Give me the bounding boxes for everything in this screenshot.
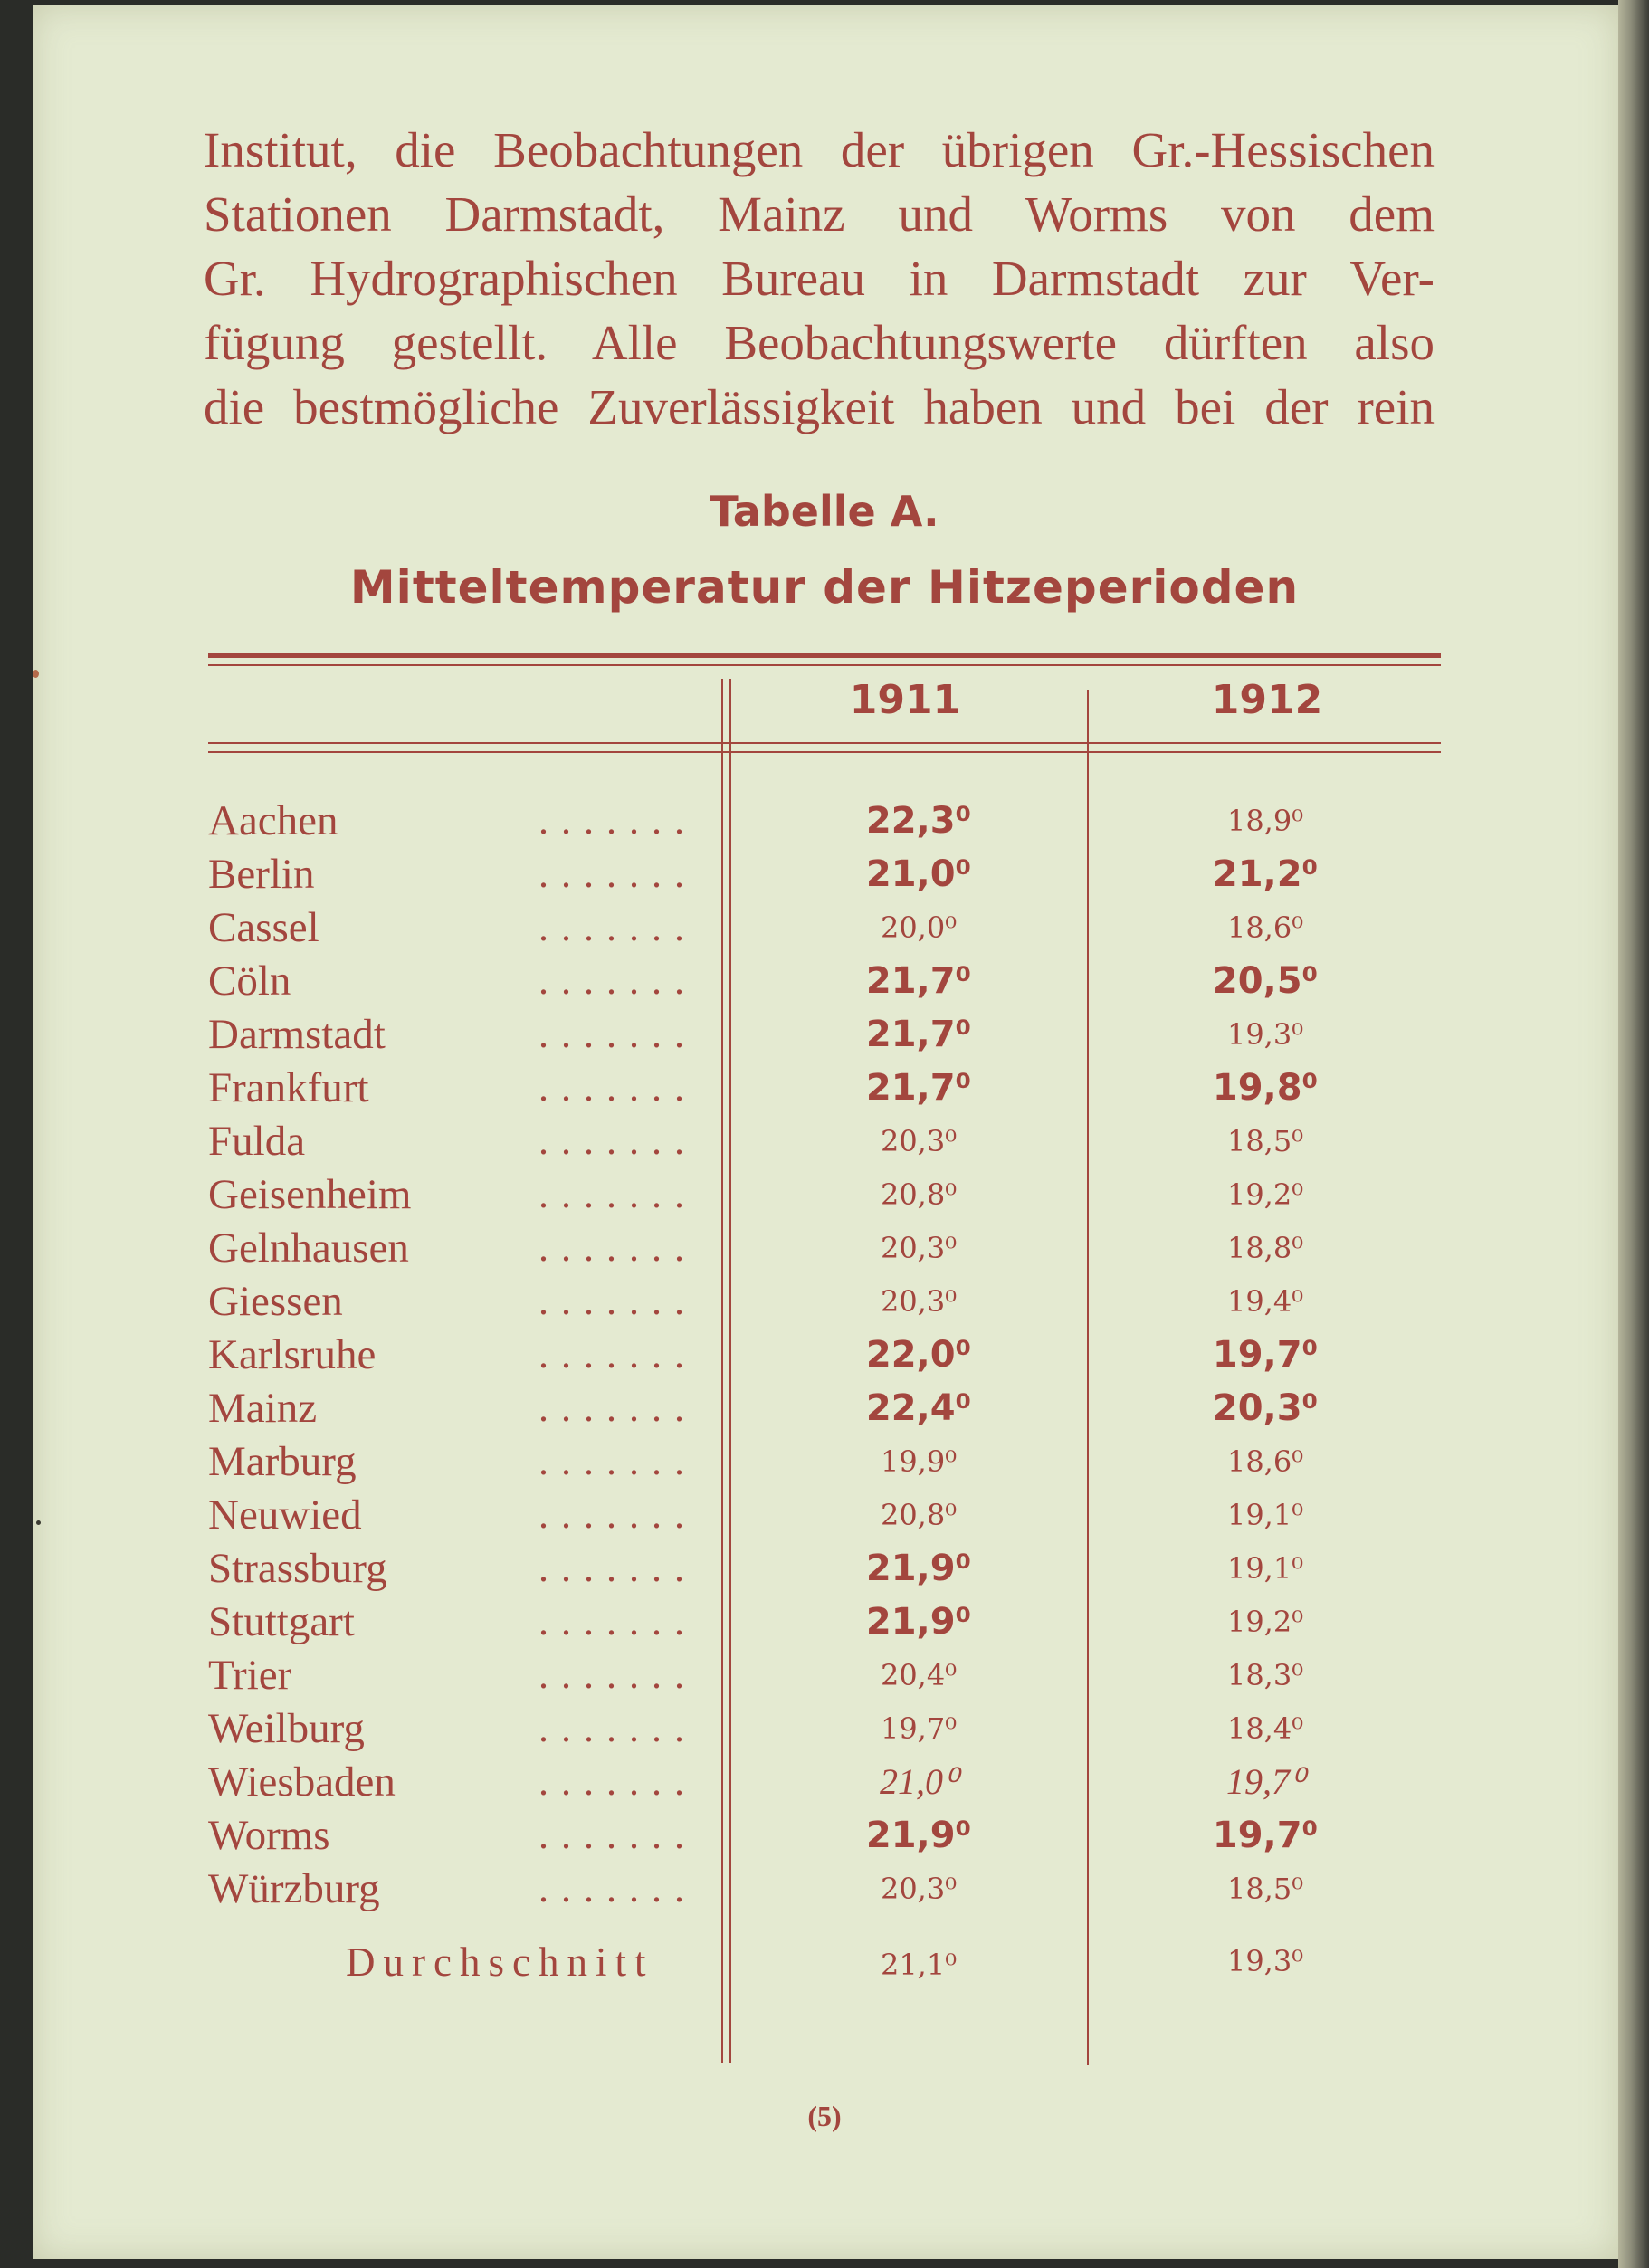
leader-dots: .......: [539, 852, 697, 896]
value-1911: 22,4⁰: [865, 1387, 972, 1429]
value-1911: 20,3⁰: [880, 1284, 958, 1319]
city-name: Frankfurt: [208, 1064, 369, 1111]
header-bottom-rule: [208, 742, 1441, 744]
table-row: [0, 955, 1649, 1007]
city-name: Mainz: [208, 1385, 318, 1432]
city-name: Geisenheim: [208, 1171, 412, 1218]
city-name: Worms: [208, 1812, 330, 1859]
value-1912: 21,2⁰: [1212, 853, 1319, 895]
table-top-rule: [208, 653, 1441, 658]
intro-line: fügung gestellt. Alle Beobachtungswerte dürften also: [204, 315, 1435, 370]
table-row: [0, 1222, 1649, 1274]
city-name: Trier: [208, 1652, 292, 1699]
leader-dots: .......: [539, 798, 697, 843]
city-name: Stuttgart: [208, 1598, 355, 1645]
leader-dots: .......: [539, 958, 697, 1003]
column-header-1911: 1911: [849, 677, 961, 723]
value-1911: 20,8⁰: [880, 1498, 958, 1532]
table-row: [0, 795, 1649, 847]
leader-dots: .......: [539, 1866, 697, 1911]
city-name: Marburg: [208, 1438, 357, 1485]
average-label: Durchschnitt: [346, 1939, 654, 1985]
value-1911: 21,0⁰: [879, 1761, 958, 1802]
table-row: [0, 1702, 1649, 1755]
city-name: Wiesbaden: [208, 1758, 396, 1806]
page-number: (5): [807, 2100, 842, 2132]
value-1911: 21,7⁰: [865, 1014, 972, 1055]
table-row: [0, 848, 1649, 901]
value-1912: 19,4⁰: [1226, 1284, 1304, 1319]
intro-line: Gr. Hydrographischen Bureau in Darmstadt zur Ver-: [204, 251, 1435, 306]
city-name: Aachen: [208, 797, 338, 844]
leader-dots: .......: [539, 1172, 697, 1216]
value-1912: 18,6⁰: [1226, 1444, 1304, 1479]
city-name: Karlsruhe: [208, 1331, 377, 1378]
leader-dots: .......: [539, 1012, 697, 1056]
table-row: [0, 1596, 1649, 1648]
city-name: Würzburg: [208, 1865, 380, 1912]
value-1912: 19,3⁰: [1226, 1017, 1304, 1052]
leader-dots: .......: [539, 1332, 697, 1377]
average-1912: 19,3⁰: [1226, 1944, 1304, 1978]
value-1911: 22,0⁰: [865, 1334, 972, 1376]
value-1911: 20,3⁰: [880, 1124, 958, 1158]
value-1912: 18,5⁰: [1226, 1124, 1304, 1158]
table-row: [0, 1649, 1649, 1701]
value-1911: 20,3⁰: [880, 1231, 958, 1265]
paper-stain: [33, 670, 39, 678]
value-1912: 18,6⁰: [1226, 910, 1304, 945]
average-1911: 21,1⁰: [880, 1948, 958, 1982]
value-1911: 20,0⁰: [880, 910, 958, 945]
city-name: Cöln: [208, 958, 291, 1005]
table-row: [0, 1329, 1649, 1381]
value-1912: 18,9⁰: [1226, 804, 1304, 838]
value-1912: 19,7⁰: [1212, 1334, 1319, 1376]
table-row: [0, 1756, 1649, 1808]
value-1911: 21,9⁰: [865, 1815, 972, 1856]
intro-paragraph: [204, 118, 1435, 439]
city-name: Darmstadt: [208, 1011, 386, 1058]
value-1911: 20,4⁰: [880, 1658, 958, 1692]
column-header-1912: 1912: [1211, 677, 1323, 723]
value-1911: 21,7⁰: [865, 1067, 972, 1109]
table-label: Tabelle A.: [710, 487, 939, 536]
value-1911: 22,3⁰: [865, 800, 972, 842]
table-row: [0, 1809, 1649, 1862]
leader-dots: .......: [539, 1492, 697, 1537]
leader-dots: .......: [539, 1386, 697, 1430]
table-row: [0, 1275, 1649, 1328]
value-1912: 19,2⁰: [1226, 1177, 1304, 1212]
table-row: [0, 1062, 1649, 1114]
value-1911: 19,7⁰: [880, 1711, 958, 1746]
table-row: [0, 1115, 1649, 1167]
value-1912: 19,8⁰: [1212, 1067, 1319, 1109]
value-1911: 20,3⁰: [880, 1872, 958, 1906]
value-1911: 21,7⁰: [865, 960, 972, 1002]
city-name: Neuwied: [208, 1491, 362, 1539]
table-row: [0, 1863, 1649, 1915]
leader-dots: .......: [539, 1599, 697, 1644]
city-name: Giessen: [208, 1278, 343, 1325]
leader-dots: .......: [539, 1813, 697, 1857]
table-row: [0, 901, 1649, 954]
city-name: Berlin: [208, 851, 315, 898]
intro-line: die bestmögliche Zuverlässigkeit haben und bei der rein: [204, 379, 1435, 434]
leader-dots: .......: [539, 1439, 697, 1483]
value-1912: 18,3⁰: [1226, 1658, 1304, 1692]
value-1911: 21,9⁰: [865, 1601, 972, 1643]
value-1911: 21,0⁰: [865, 853, 972, 895]
leader-dots: .......: [539, 1279, 697, 1323]
leader-dots: .......: [539, 905, 697, 949]
table-title: Mitteltemperatur der Hitzeperioden: [349, 561, 1300, 614]
table-row: [0, 1008, 1649, 1061]
value-1912: 18,8⁰: [1226, 1231, 1304, 1265]
value-1912: 19,7⁰: [1212, 1815, 1319, 1856]
intro-line: Stationen Darmstadt, Mainz und Worms von dem: [204, 186, 1435, 242]
value-1912: 18,4⁰: [1226, 1711, 1304, 1746]
leader-dots: .......: [539, 1546, 697, 1590]
table-row: [0, 1542, 1649, 1595]
table-top-rule-thin: [208, 664, 1441, 666]
value-1912: 20,3⁰: [1212, 1387, 1319, 1429]
city-name: Gelnhausen: [208, 1225, 409, 1272]
leader-dots: .......: [539, 1065, 697, 1110]
city-name: Weilburg: [208, 1705, 365, 1752]
value-1912: 19,1⁰: [1226, 1551, 1304, 1586]
value-1912: 19,1⁰: [1226, 1498, 1304, 1532]
value-1912: 18,5⁰: [1226, 1872, 1304, 1906]
city-name: Strassburg: [208, 1545, 387, 1592]
leader-dots: .......: [539, 1653, 697, 1697]
value-1911: 19,9⁰: [880, 1444, 958, 1479]
table-row: [0, 1435, 1649, 1488]
table-row: [0, 1489, 1649, 1541]
table-row: [0, 1382, 1649, 1434]
city-name: Fulda: [208, 1118, 306, 1165]
leader-dots: .......: [539, 1119, 697, 1163]
leader-dots: .......: [539, 1706, 697, 1750]
leader-dots: .......: [539, 1759, 697, 1804]
value-1912: 19,2⁰: [1226, 1605, 1304, 1639]
value-1912: 20,5⁰: [1212, 960, 1319, 1002]
leader-dots: .......: [539, 1225, 697, 1270]
table-row: [0, 1168, 1649, 1221]
city-name: Cassel: [208, 904, 319, 951]
header-bottom-rule-thin: [208, 751, 1441, 753]
value-1911: 20,8⁰: [880, 1177, 958, 1212]
value-1912: 19,7⁰: [1225, 1761, 1305, 1802]
intro-line: Institut, die Beobachtungen der übrigen Gr.-Hessischen: [204, 122, 1435, 177]
value-1911: 21,9⁰: [865, 1548, 972, 1589]
